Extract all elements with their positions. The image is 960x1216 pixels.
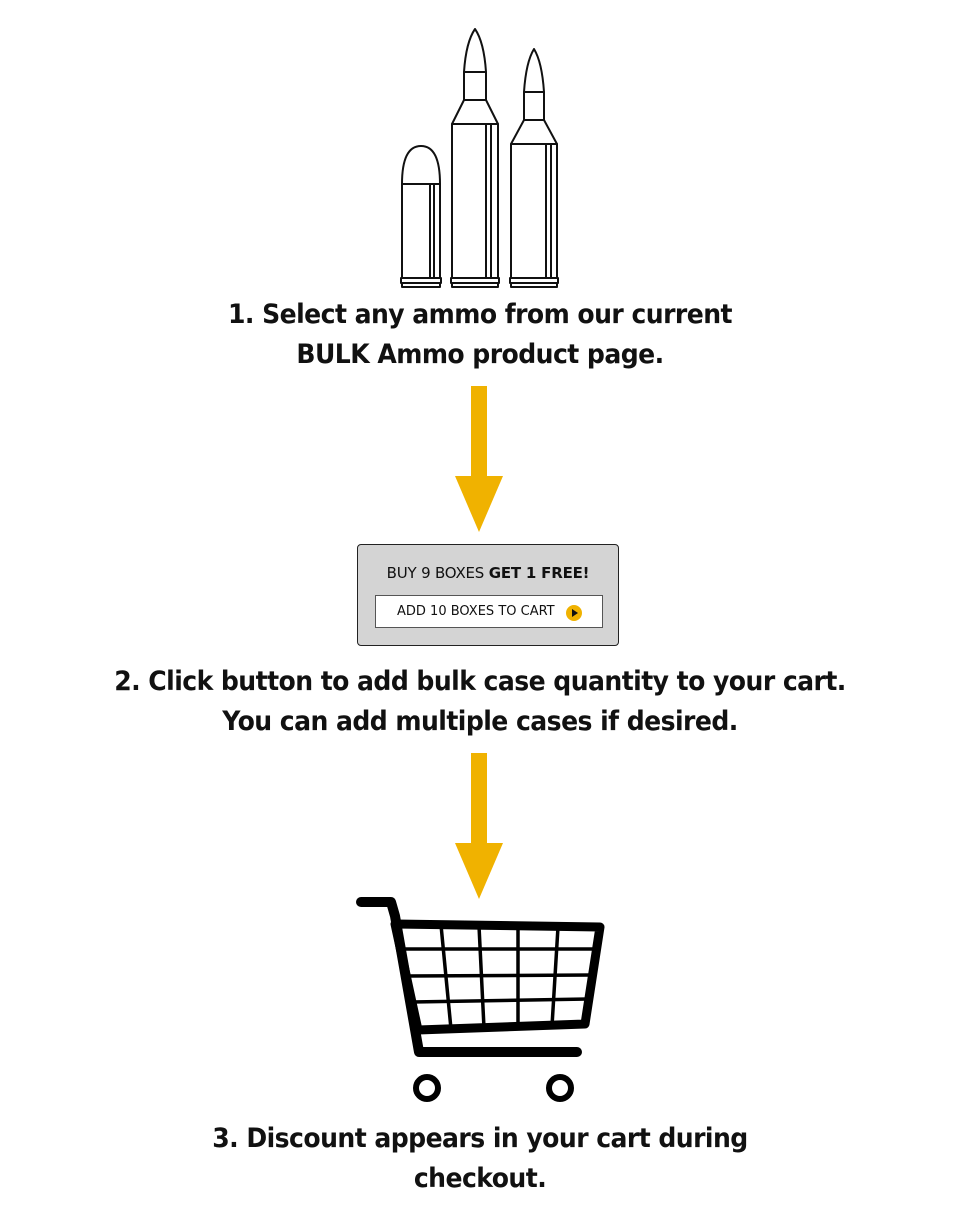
step-3-line-1: 3. Discount appears in your cart during [212,1123,748,1154]
step-1-text [34,295,927,375]
add-to-cart-button[interactable] [375,595,603,628]
step-3-text [34,1119,927,1199]
promo-headline [358,564,618,582]
promo-headline-regular: BUY 9 BOXES [386,564,489,582]
step-2-line-1: 2. Click button to add bulk case quantity to your cart. [114,666,846,697]
step-2-line-2: You can add multiple cases if desired. [222,706,738,737]
promo-headline-bold: GET 1 FREE! [488,564,590,582]
ammo-cartridges-icon [395,24,565,292]
step-1-line-2: BULK Ammo product page. [296,339,664,370]
shopping-cart-icon [355,892,607,1106]
bulk-promo-widget [357,544,619,646]
down-arrow-icon [455,753,505,899]
step-2-text [34,662,927,742]
add-to-cart-label: ADD 10 BOXES TO CART [397,604,555,619]
down-arrow-icon [455,386,505,532]
play-arrow-icon [566,605,582,621]
step-1-line-1: 1. Select any ammo from our current [228,299,732,330]
step-3-line-2: checkout. [413,1163,547,1194]
